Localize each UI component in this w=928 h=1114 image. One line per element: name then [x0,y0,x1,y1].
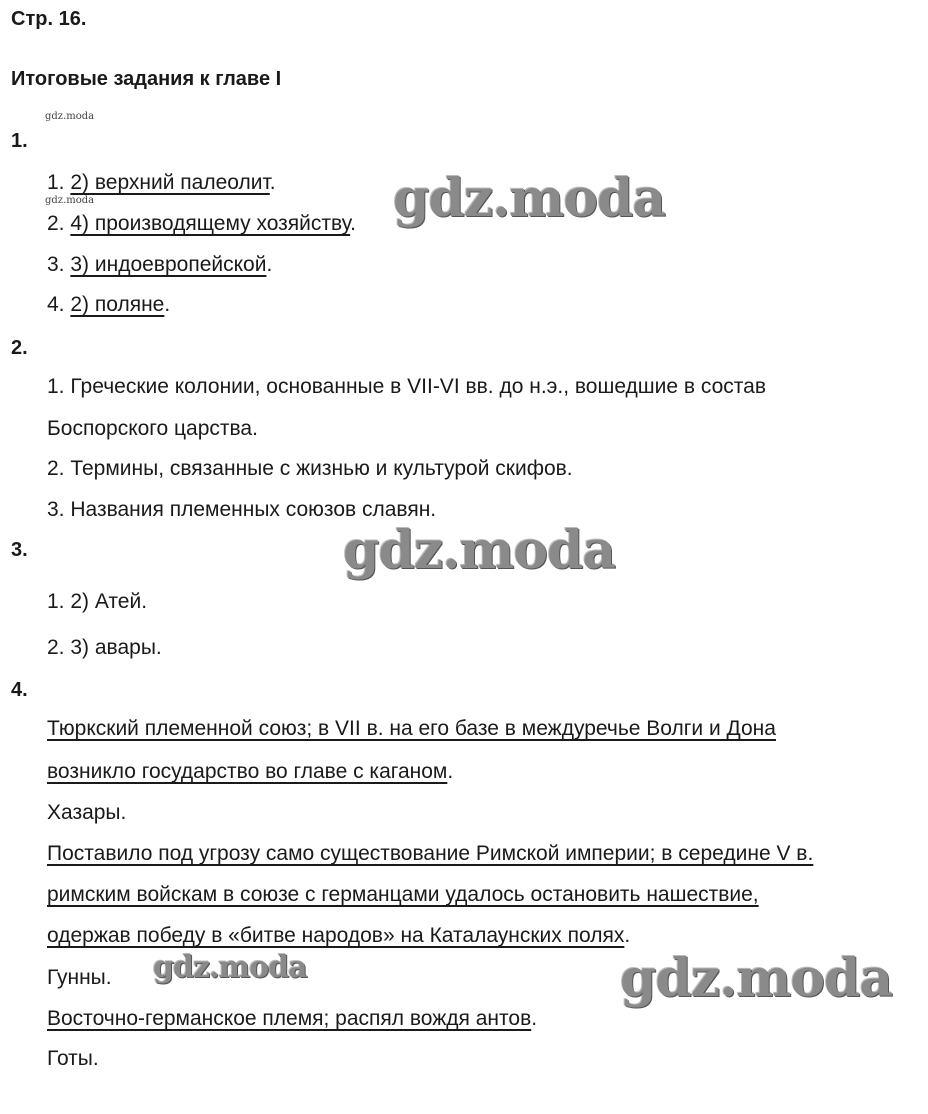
answer-line: 2. Термины, связанные с жизнью и культурой скифов. [47,457,573,480]
definition-text: возникло государство во главе с каганом [47,760,448,783]
task-number: 4. [11,679,28,701]
punct: . [269,171,276,194]
answer-word: Гунны. [47,966,112,989]
answer-line: 1. 2) Атей. [47,590,148,613]
task-number: 2. [11,337,28,359]
definition-line [47,924,630,948]
punct: . [164,293,171,316]
answer-line [47,171,276,195]
answer-line [47,212,356,236]
answer-prefix: 1. [47,171,71,194]
punct: . [447,760,454,783]
answer-word: Готы. [47,1047,99,1070]
answer-text: 2) поляне [70,293,165,316]
watermark-small: gdz.moda [45,111,95,122]
punct: . [624,924,631,947]
answer-prefix: 3. [47,253,71,276]
answer-word: Хазары. [47,801,127,824]
task-number: 1. [11,130,28,152]
task-number: 3. [11,539,28,561]
answer-line: Боспорского царства. [47,417,258,440]
answer-prefix: 4. [47,293,71,316]
answer-line: 1. Греческие колонии, основанные в VII-VI вв. до н.э., вошедшие в состав [47,375,767,398]
answer-text: 3) индоевропейской [70,253,267,276]
answer-prefix: 2. [47,212,71,235]
definition-line [47,1007,537,1031]
watermark-small: gdz.moda [45,195,95,206]
answer-text: 4) производящему хозяйству [70,212,351,235]
definition-text: одержав победу в «битве народов» на Каталаунских полях [47,924,625,947]
definition-line: Поставило под угрозу само существование Римской империи; в середине V в. [47,842,814,865]
watermark: gdz.moda [620,948,893,1009]
answer-line [47,293,170,317]
definition-line [47,760,453,784]
answer-text: 2) верхний палеолит [70,171,270,194]
answer-line: 3. Названия племенных союзов славян. [47,498,437,521]
watermark: gdz.moda [153,950,307,985]
definition-line: римским войскам в союзе с германцами удалось остановить нашествие, [47,883,759,906]
watermark: gdz.moda [343,520,616,581]
punct: . [531,1007,538,1030]
punct: . [350,212,356,235]
answer-line [47,253,272,277]
punct: . [266,253,273,276]
chapter-title: Итоговые задания к главе I [11,68,282,90]
watermark: gdz.moda [393,168,666,229]
answer-line: 2. 3) авары. [47,636,162,659]
definition-line: Тюркский племенной союз; в VII в. на его базе в междуречье Волги и Дона [47,717,776,740]
page-number: Стр. 16. [11,8,87,30]
definition-text: Восточно-германское племя; распял вождя антов [47,1007,532,1030]
